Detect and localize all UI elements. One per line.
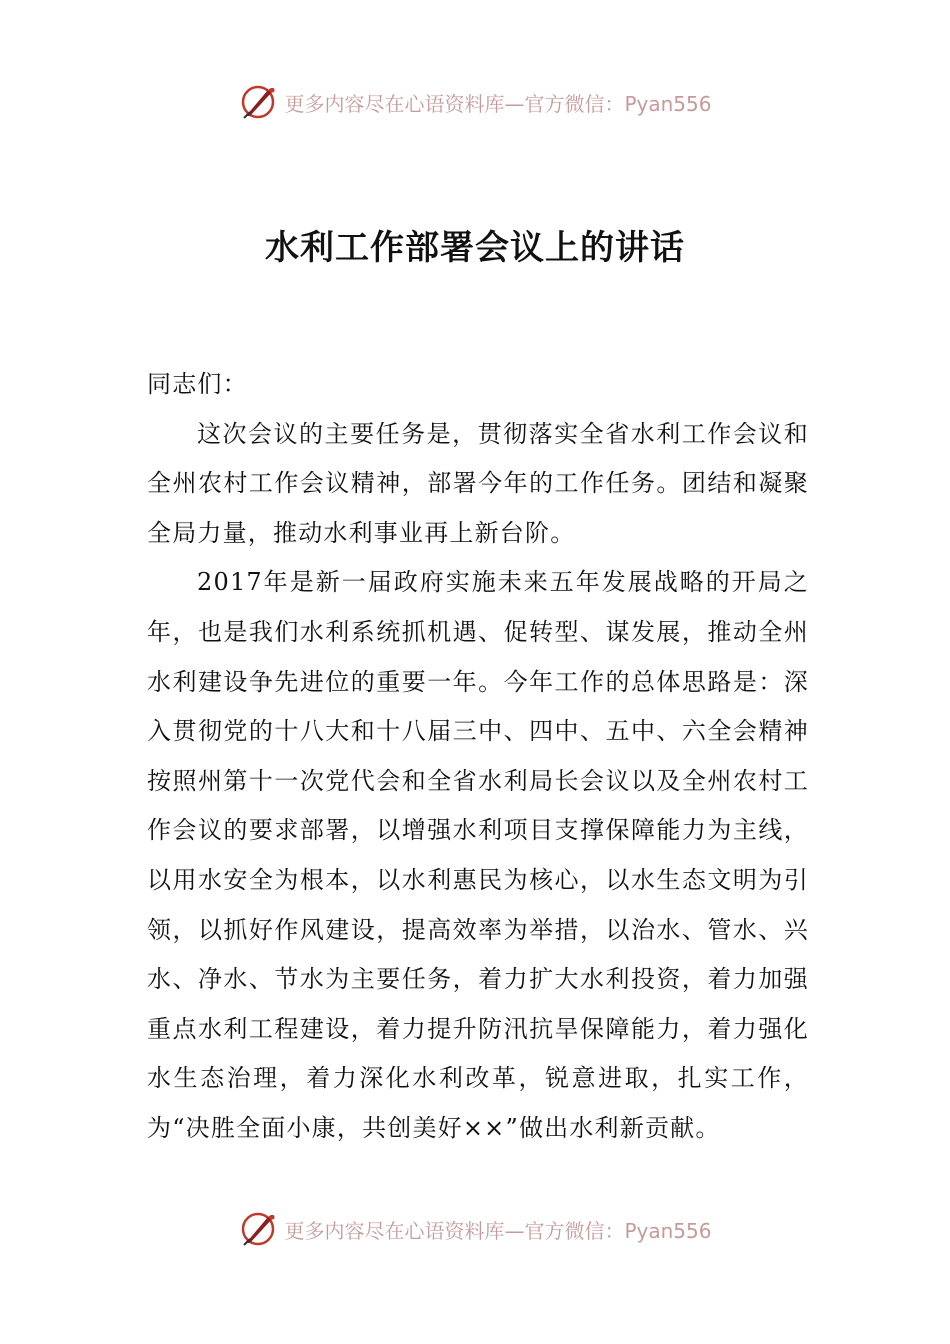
header-watermark-text: 更多内容尽在心语资料库—官方微信：Pyan556 <box>284 91 712 116</box>
document-title: 水利工作部署会议上的讲话 <box>265 228 685 268</box>
paragraph-1: 这次会议的主要任务是，贯彻落实全省水利工作会议和全州农村工作会议精神，部署今年的工作任务。团结和凝聚全局力量，推动水利事业再上新台阶。 <box>147 419 809 547</box>
quill-pen-logo-icon <box>238 82 278 122</box>
footer-watermark-banner <box>0 1207 950 1251</box>
footer-watermark-text: 更多内容尽在心语资料库—官方微信：Pyan556 <box>284 1218 712 1243</box>
document-body <box>147 360 809 1154</box>
salutation: 同志们： <box>147 370 248 398</box>
header-watermark-banner <box>0 80 950 124</box>
quill-pen-logo-icon <box>238 1209 278 1249</box>
paragraph-2: 2017年是新一届政府实施未来五年发展战略的开局之年，也是我们水利系统抓机遇、促转型、谋发展，推动全州水利建设争先进位的重要一年。今年工作的总体思路是：深入贯彻党的十八大和十八届三中、四中、五中、六全会精神按照州第十一次党代会和全省水利局长会议以及全州农村工作会议的要求部署，以增强水利项目支撑保障能力为主线，以用水安全为根本，以水利惠民为核心，以水生态文明为引领，以抓好作风建设，提高效率为举措，以治水、管水、兴水、净水、节水为主要任务，着力扩大水利投资，着力加强重点水利工程建设，着力提升防汛抗旱保障能力，着力强化水生态治理，着力深化水利改革，锐意进取，扎实工作，为“决胜全面小康，共创美好××”做出水利新贡献。 <box>147 568 809 1142</box>
